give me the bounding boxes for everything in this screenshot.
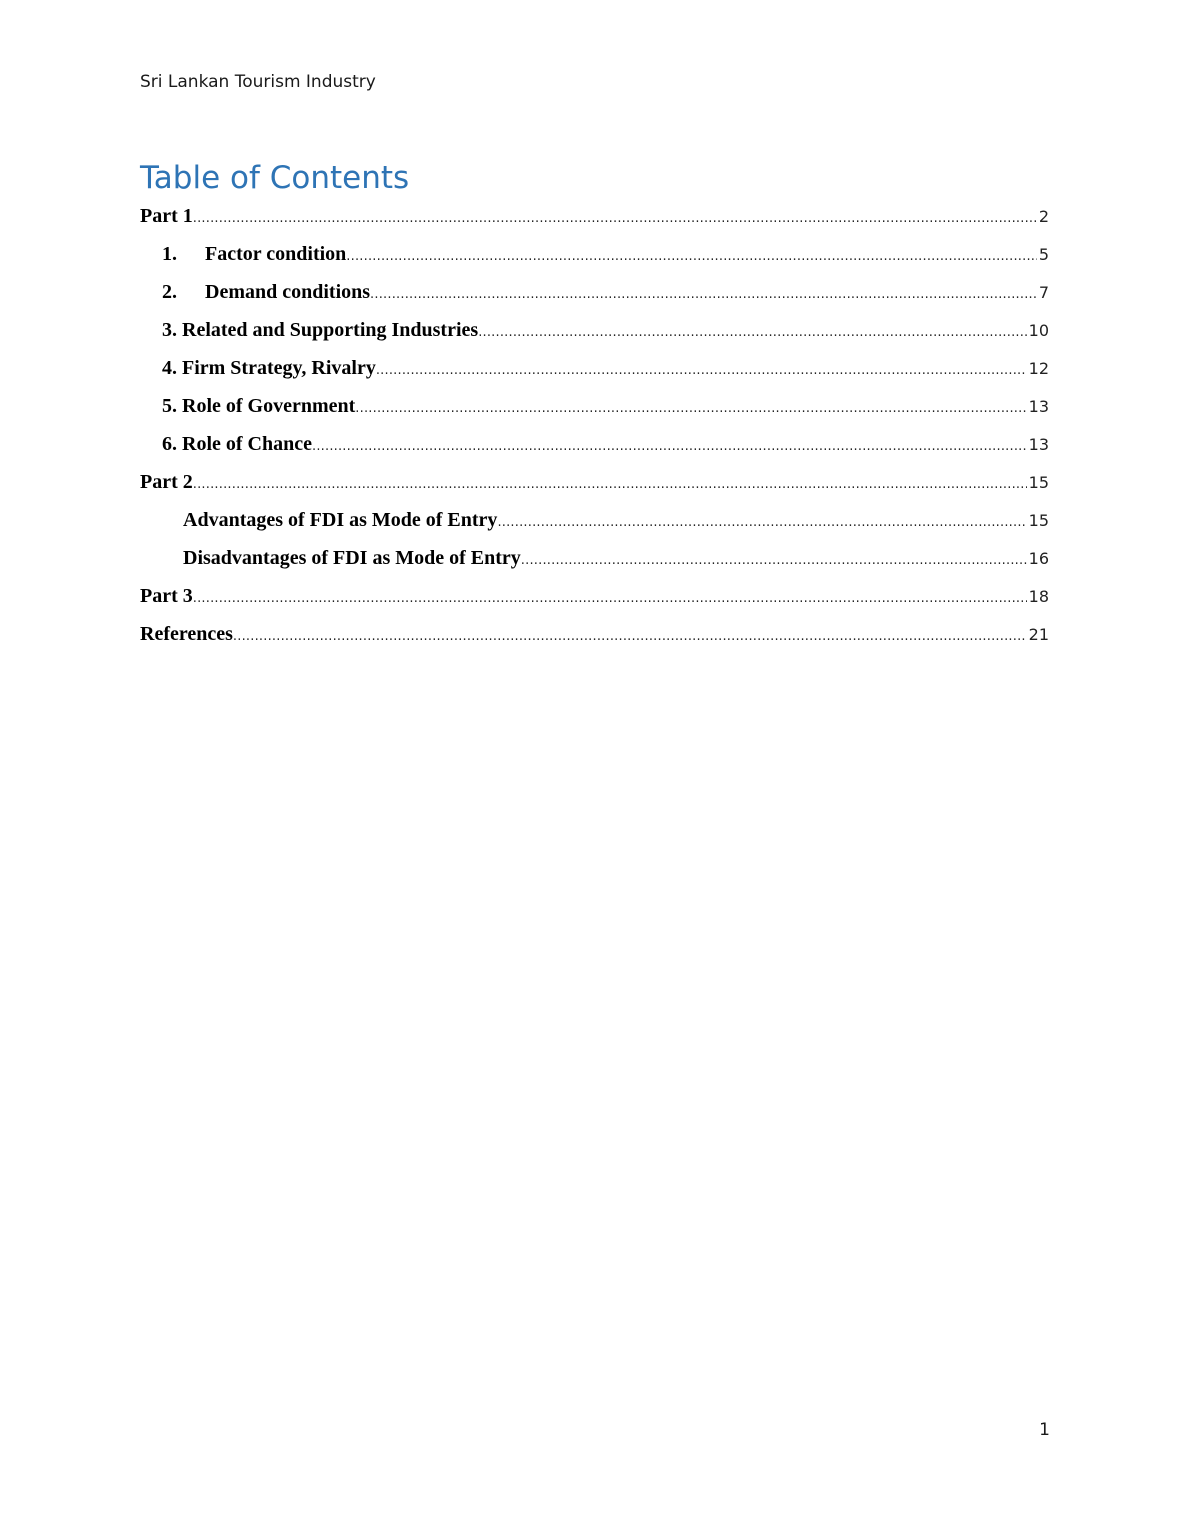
table-of-contents <box>140 200 1049 656</box>
toc-entry-label: Advantages of FDI as Mode of Entry <box>183 509 498 531</box>
toc-entry-part-1[interactable] <box>140 200 1049 238</box>
toc-title: Table of Contents <box>140 160 410 196</box>
toc-entry-part-3[interactable] <box>140 580 1049 618</box>
toc-entry-label: 4. Firm Strategy, Rivalry <box>162 357 376 379</box>
toc-entry-fdi-disadvantages[interactable] <box>140 542 1049 580</box>
toc-dot-leader <box>312 431 1027 463</box>
toc-entry-page: 12 <box>1028 359 1049 378</box>
toc-entry-page: 5 <box>1038 245 1049 264</box>
toc-dot-leader <box>233 621 1027 653</box>
toc-entry-page: 15 <box>1028 473 1049 492</box>
toc-entry-label: Part 2 <box>140 471 193 493</box>
toc-entry-label: Demand conditions <box>205 281 371 303</box>
toc-entry-page: 13 <box>1028 435 1049 454</box>
toc-dot-leader <box>193 469 1027 501</box>
toc-entry-fdi-advantages[interactable] <box>140 504 1049 542</box>
toc-entry-label: Part 1 <box>140 205 193 227</box>
toc-entry-label: Part 3 <box>140 585 193 607</box>
toc-entry-demand-conditions[interactable] <box>140 276 1049 314</box>
toc-dot-leader <box>193 203 1037 235</box>
toc-dot-leader <box>370 279 1037 311</box>
toc-entry-role-of-chance[interactable] <box>140 428 1049 466</box>
toc-dot-leader <box>346 241 1037 273</box>
toc-dot-leader <box>193 583 1027 615</box>
toc-entry-page: 7 <box>1038 283 1049 302</box>
toc-entry-related-supporting-industries[interactable] <box>140 314 1049 352</box>
toc-dot-leader <box>478 317 1026 349</box>
toc-dot-leader <box>376 355 1027 387</box>
toc-dot-leader <box>355 393 1026 425</box>
document-header: Sri Lankan Tourism Industry <box>140 72 376 92</box>
toc-entry-label: Disadvantages of FDI as Mode of Entry <box>183 547 521 569</box>
toc-dot-leader <box>497 507 1026 539</box>
toc-entry-page: 10 <box>1028 321 1049 340</box>
toc-entry-factor-condition[interactable] <box>140 238 1049 276</box>
toc-entry-label: Factor condition <box>205 243 347 265</box>
toc-entry-page: 2 <box>1038 207 1049 226</box>
toc-entry-label: 5. Role of Government <box>162 395 356 417</box>
toc-entry-number: 1. <box>162 243 177 265</box>
toc-entry-page: 13 <box>1028 397 1049 416</box>
page-number: 1 <box>1039 1420 1050 1440</box>
toc-dot-leader <box>521 545 1027 577</box>
toc-entry-firm-strategy-rivalry[interactable] <box>140 352 1049 390</box>
toc-entry-part-2[interactable] <box>140 466 1049 504</box>
toc-entry-label: References <box>140 623 233 645</box>
toc-entry-page: 18 <box>1028 587 1049 606</box>
toc-entry-page: 15 <box>1028 511 1049 530</box>
toc-entry-page: 21 <box>1028 625 1049 644</box>
toc-entry-number: 2. <box>162 281 177 303</box>
toc-entry-page: 16 <box>1028 549 1049 568</box>
toc-entry-label: 3. Related and Supporting Industries <box>162 319 479 341</box>
toc-entry-references[interactable] <box>140 618 1049 656</box>
toc-entry-role-of-government[interactable] <box>140 390 1049 428</box>
toc-entry-label: 6. Role of Chance <box>162 433 312 455</box>
